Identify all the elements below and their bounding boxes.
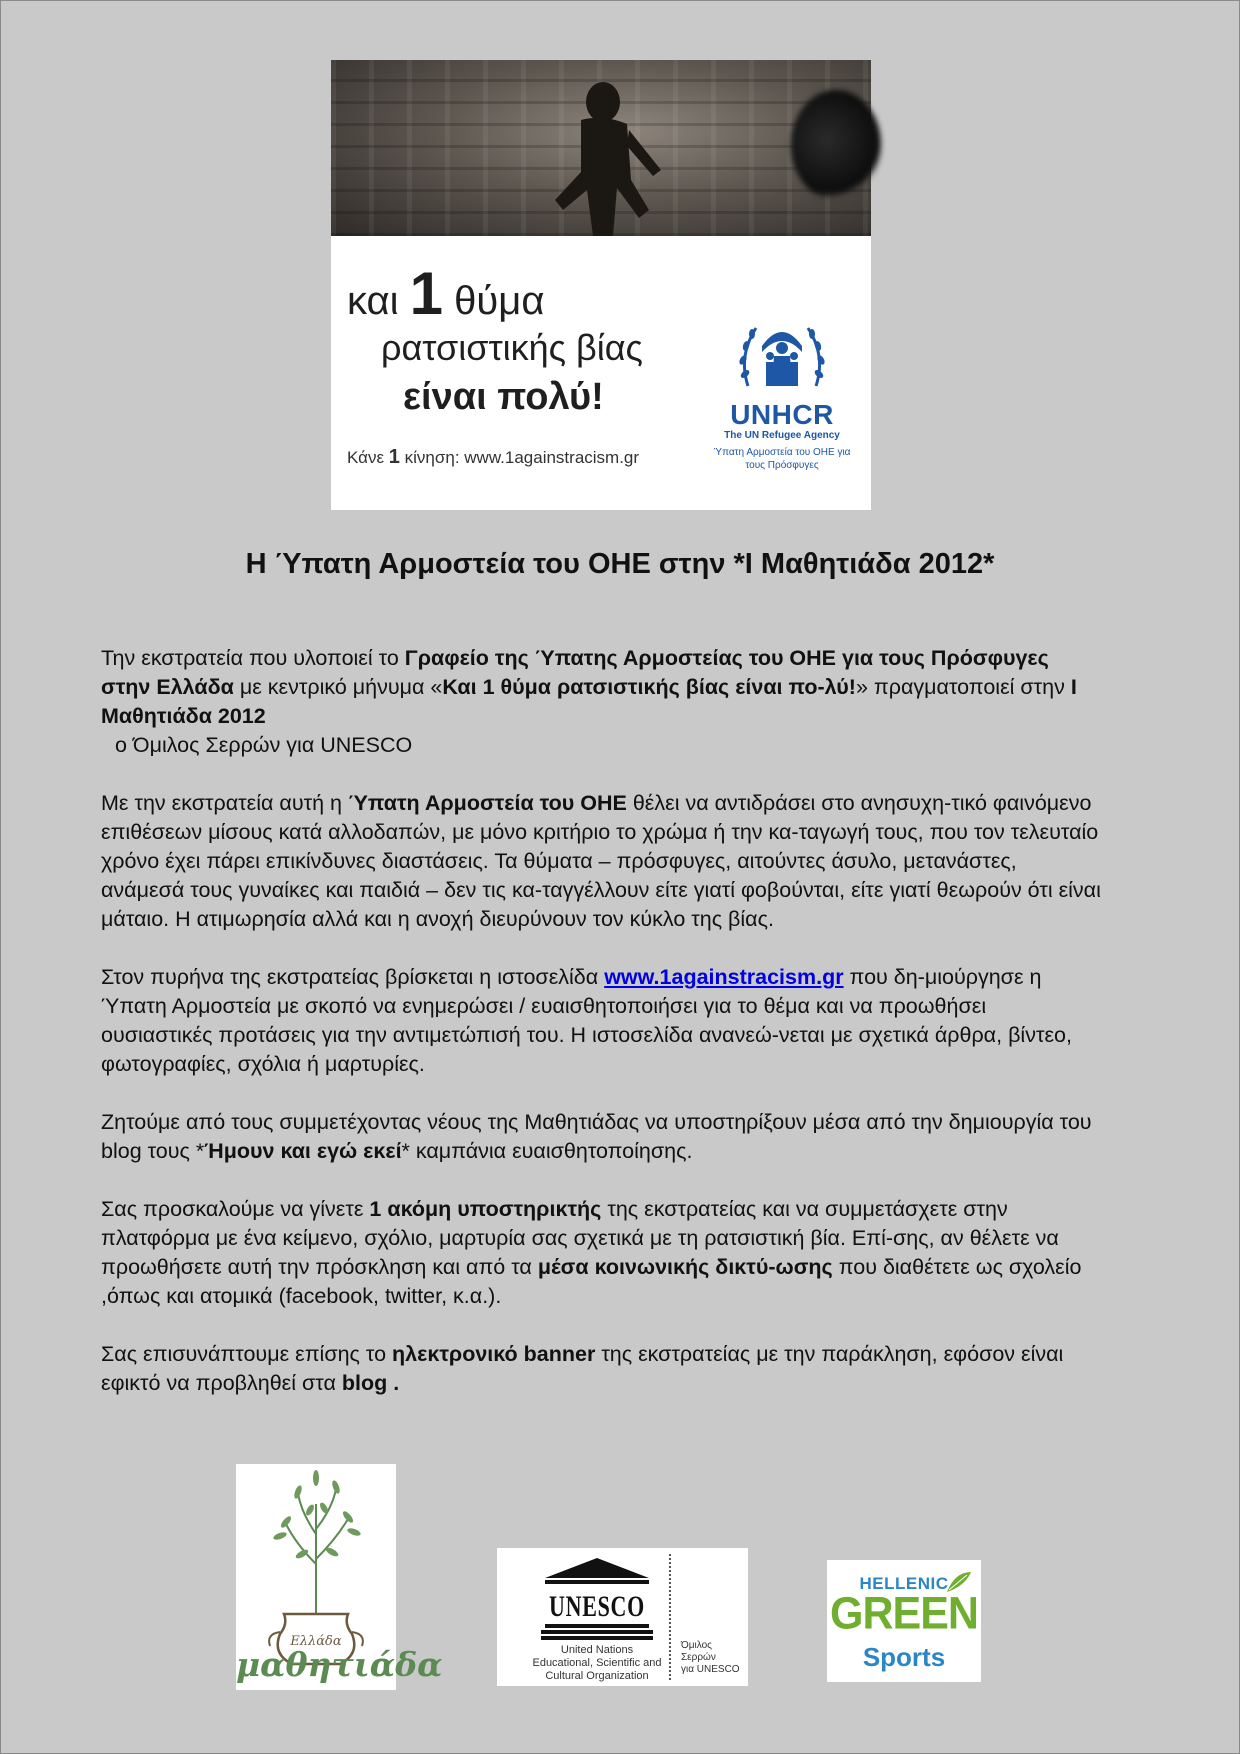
hgs-sports: Sports: [862, 1642, 946, 1672]
banner-photo-wall-silhouette: [331, 60, 871, 236]
unhcr-name: UNHCR: [730, 399, 834, 430]
headline-line-2: ρατσιστικής βίας: [381, 327, 643, 368]
unesco-temple-icon: [541, 1556, 653, 1642]
paragraph-6: Σας επισυνάπτουμε επίσης το ηλεκτρονικό banner της εκστρατείας με την παράκληση, εφόσον είναι εφικτό να προβληθεί στα blog .: [101, 1342, 1064, 1395]
hgs-green: GREEN: [830, 1588, 978, 1640]
paragraph-4: Ζητούμε από τους συμμετέχοντας νέους της Μαθητιάδας να υποστηρίξουν μέσα από την δημιουργία του blog τους *Ήμουν και εγώ εκεί* καμπάνια ευαισθητοποίησης.: [101, 1110, 1092, 1163]
hgs-hellenic: HELLENIC: [859, 1574, 949, 1593]
banner-call-to-action: Κάνε 1 κίνηση: www.1againstracism.gr: [347, 446, 640, 468]
unhcr-logo: [707, 316, 857, 472]
paragraph-2: Με την εκστρατεία αυτή η Ύπατη Αρμοστεία του ΟΗΕ θέλει να αντιδράσει στο ανησυχη-τικό φαινόμενο επιθέσεων μίσους κατά αλλοδαπών, με μόνο κριτήριο το χρώμα ή την κα-ταγωγή τους, που τον τελευταίο χρόνο έχει πάρει επικίνδυνες διαστάσεις. Τα θύματα – πρόσφυγες, αιτούντες άσυλο, μετανάστες, ανάμεσά τους γυναίκες και παιδιά – δεν τις κα-ταγγέλλουν είτε γιατί φοβούνται, είτε γιατί θεωρούν ότι είναι μάταιο. Η ατιμωρησία αλλά και η ανοχή διευρύνουν τον κύκλο της βίας.: [101, 791, 1101, 931]
svg-text:UNESCO: UNESCO: [549, 1590, 645, 1623]
unesco-serres-club: Όμιλος Σερρών για UNESCO: [681, 1640, 740, 1675]
unesco-caption: United Nations Educational, Scientific and Cultural Organization: [532, 1644, 662, 1682]
unesco-logo: [497, 1548, 748, 1686]
silhouette-figure: [331, 60, 871, 236]
campaign-website-link[interactable]: www.1againstracism.gr: [604, 965, 844, 989]
headline-line-3: είναι πολύ!: [403, 376, 604, 418]
document-body: [101, 644, 1101, 1427]
headline-pre: και: [347, 279, 399, 323]
unhcr-emblem-icon: [734, 316, 830, 400]
paragraph-5: Σας προσκαλούμε να γίνετε 1 ακόμη υποστηρικτής της εκστρατείας και να συμμετάσχετε στην πλατφόρμα με ένα κείμενο, σχόλιο, μαρτυρία σας σχετικά με τη ρατσιστική βία. Επί-σης, αν θέλετε να προωθήσετε αυτή την πρόσκληση και από τα μέσα κοινωνικής δικτύ-ωσης που διαθέτετε ως σχολείο ,όπως και ατομικά (facebook, twitter, κ.α.).: [101, 1197, 1082, 1308]
paragraph-1: Την εκστρατεία που υλοποιεί το Γραφείο της Ύπατης Αρμοστείας του ΟΗΕ για τους Πρόσφυγες στην Ελλάδα με κεντρικό μήνυμα «Και 1 θύμα ρατσιστικής βίας είναι πο-λύ!» πραγματοποιεί στην I Μαθητιάδα 2012 ο Όμιλος Σερρών για UNESCO: [101, 646, 1077, 757]
headline-post: θύμα: [454, 279, 545, 323]
blurred-ball: [791, 90, 881, 200]
hellenic-green-sports-logo: [827, 1560, 981, 1682]
unesco-divider: [669, 1554, 671, 1680]
paragraph-3: Στον πυρήνα της εκστρατείας βρίσκεται η ιστοσελίδα www.1againstracism.gr που δη-μιούργησε η Ύπατη Αρμοστεία με σκοπό να ενημερώσει / ευαισθητοποιήσει για το θέμα και να προωθήσει ουσιαστικές προτάσεις για την αντιμετώπισή του. Η ιστοσελίδα ανανεώ-νεται με σχετικά άρθρα, βίντεο, φωτογραφίες, σχόλια ή μαρτυρίες.: [101, 965, 1072, 1076]
unhcr-greek-subtitle: Ύπατη Αρμοστεία του ΟΗΕ για τους Πρόσφυγες: [713, 447, 851, 471]
mathitiada-wordmark: μαθητιάδα: [236, 1645, 443, 1684]
document-title: Η Ύπατη Αρμοστεία του ΟΗΕ στην *I Μαθητιάδα 2012*: [245, 548, 995, 580]
mathitiada-logo: [236, 1464, 443, 1690]
unhcr-subtitle: The UN Refugee Agency: [724, 430, 840, 441]
campaign-banner: [331, 60, 871, 510]
headline-number: 1: [409, 260, 444, 327]
svg-text:Ελλάδα: Ελλάδα: [290, 1634, 342, 1649]
banner-headline: [347, 260, 707, 423]
